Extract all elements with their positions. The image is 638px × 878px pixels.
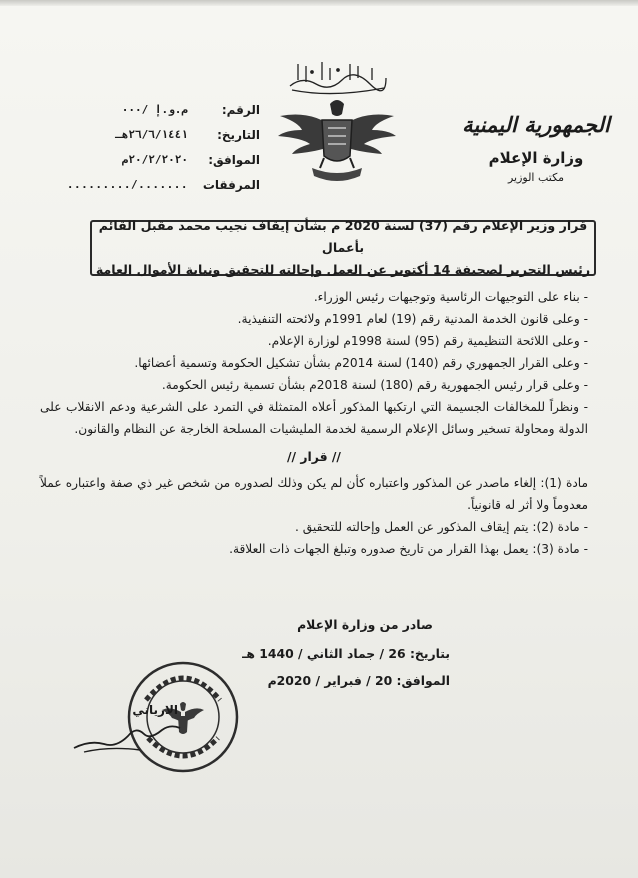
preamble-item: - ونظراً للمخالفات الجسيمة التي ارتكبها المذكور أعلاه المتمثلة في التمرد على الشرعية ودعم الانقلاب على الدولة ومحاولة تسخير وسائل الإعلام الرسمية لخدمة المليشيات المسلحة الخارجة عن النظام والقانون. (40, 400, 588, 436)
attachments-row (60, 172, 260, 197)
issue-dates (240, 640, 450, 694)
signer-name: الارياني (132, 703, 178, 717)
office-name: مكتب الوزير (507, 171, 565, 184)
republic-name: الجمهورية اليمنية (462, 112, 610, 137)
ministry-name: وزارة الإعلام (488, 149, 584, 167)
article-item: مادة (1): إلغاء ماصدر عن المذكور واعتباره كأن لم يكن وذلك لصدوره من شخص غير ذي صفة واعتباره عملاً معدوماً ولا أثر له قانونياً. (40, 476, 588, 512)
field-value: ٢٦/٦/١٤٤١هـ (115, 128, 188, 141)
field-label: الرقم: (221, 102, 260, 117)
preamble-item: - وعلى قرار رئيس الجمهورية رقم (180) لسنة 2018م بشأن تسمية رئيس الحكومة. (161, 378, 588, 392)
field-value: ٢٠/٢/٢٠٢٠م (121, 153, 188, 166)
issued-by: صادر من وزارة الإعلام (297, 617, 433, 632)
preamble-item: - وعلى قانون الخدمة المدنية رقم (19) لعام 1991م ولائحته التنفيذية. (237, 312, 588, 326)
letterhead (456, 112, 616, 184)
field-label: المرفقات (202, 177, 260, 192)
article-item: - مادة (3): يعمل بهذا القرار من تاريخ صدوره وتبلغ الجهات ذات العلاقة. (229, 542, 588, 556)
article-item: - مادة (2): يتم إيقاف المذكور عن العمل وإحالته للتحقيق . (294, 520, 588, 534)
preamble-item: - وعلى اللائحة التنظيمية رقم (95) لسنة 1998م لوزارة الإعلام. (267, 334, 588, 348)
preamble-item: - وعلى القرار الجمهوري رقم (140) لسنة 2014م بشأن تشكيل الحكومة وتسمية أعضائها. (134, 356, 588, 370)
reference-number-row (60, 97, 260, 122)
reference-fields (60, 97, 260, 197)
field-value: ......./......... (66, 178, 188, 191)
title-line-1: قرار وزير الإعلام رقم (37) لسنة 2020 م بشأن إيقاف نجيب محمد مقبل القائم بأعمال (98, 218, 588, 255)
title-line-2: رئيس التحرير لصحيفة 14 أكتوبر عن العمل وإحالته للتحقيق ونيابة الأموال العامة (95, 262, 591, 277)
yemen-eagle-emblem-icon (272, 58, 402, 198)
basmala-calligraphy (290, 62, 386, 94)
decision-title (90, 220, 596, 276)
date-hijri-row (60, 122, 260, 147)
field-label: التاريخ: (217, 127, 260, 142)
decision-body (40, 286, 588, 560)
issue-date-gregorian: الموافق: 20 / فبراير / 2020م (267, 673, 450, 688)
decision-heading: // قرار // (287, 449, 341, 464)
date-gregorian-row (60, 147, 260, 172)
preamble-item: - بناء على التوجيهات الرئاسية وتوجيهات رئيس الوزراء. (313, 290, 588, 304)
issue-date-hijri: بتاريخ: 26 / جماد الثاني / 1440 هـ (242, 646, 450, 661)
field-label: الموافق: (208, 152, 260, 167)
field-value: م.و.إ /٠٠٠ (121, 103, 188, 116)
scan-edge (0, 0, 638, 6)
